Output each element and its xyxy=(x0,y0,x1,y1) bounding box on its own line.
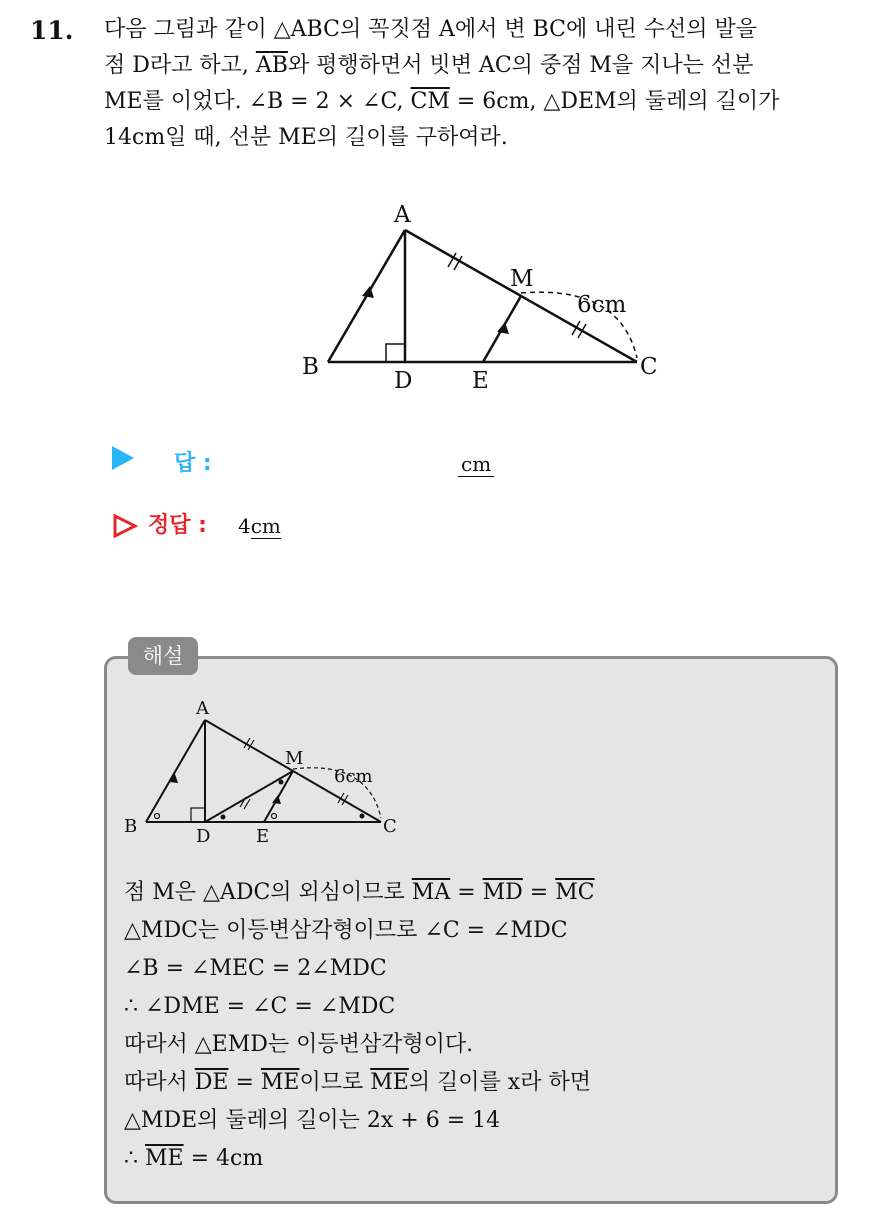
correct-value xyxy=(238,514,281,538)
tick-md xyxy=(244,799,250,809)
text-segment: 이므로 xyxy=(299,1070,371,1095)
text-segment: ∠B = ∠MEC = 2∠MDC xyxy=(124,956,387,981)
answer-unit[interactable]: cm xyxy=(458,452,494,477)
vertex-a-label: A xyxy=(196,698,209,719)
angle-dot-m xyxy=(279,780,284,785)
solution-line-7 xyxy=(124,1102,595,1140)
segment-md xyxy=(205,771,293,822)
vertex-c-label: C xyxy=(640,354,658,380)
angle-mark-e xyxy=(272,814,277,819)
text-segment: ME를 이었다. ∠B = 2 × ∠C, xyxy=(104,89,411,114)
text-segment: △MDC는 이등변삼각형이므로 ∠C = ∠MDC xyxy=(124,918,568,943)
correct-answer-row xyxy=(112,508,572,544)
side-ab xyxy=(146,720,205,822)
text-segment: 점 M은 △ADC의 외심이므로 xyxy=(124,880,412,905)
solution-line-3 xyxy=(124,950,595,988)
question-number: 11. xyxy=(30,16,74,45)
vertex-b-label: B xyxy=(302,354,319,380)
text-segment: = 4cm xyxy=(183,1146,264,1171)
correct-number: 4 xyxy=(238,514,251,538)
point-e-label: E xyxy=(256,826,270,847)
solution-text xyxy=(124,874,595,1178)
angle-dot-d xyxy=(221,815,226,820)
text-segment: △MDE의 둘레의 길이는 2x + 6 = 14 xyxy=(124,1108,501,1133)
correct-label: 정답 : xyxy=(148,513,207,538)
question-line-1: 다음 그림과 같이 △ABC의 꼭짓점 A에서 변 BC에 내린 수선의 발을 xyxy=(104,17,757,42)
vertex-a-label: A xyxy=(394,202,411,228)
vertex-c-label: C xyxy=(383,816,397,837)
answer-label: 답 : xyxy=(174,451,212,476)
question-line-2 xyxy=(104,48,864,84)
question-line-4: 14cm일 때, 선분 ME의 길이를 구하여라. xyxy=(104,125,508,150)
text-segment: = xyxy=(450,880,483,905)
point-d-label: D xyxy=(394,368,413,394)
length-label: 6cm xyxy=(334,766,373,787)
segment-me: $\overline{ME}$ xyxy=(145,1146,184,1171)
solution-line-2 xyxy=(124,912,595,950)
question-line-3 xyxy=(104,84,864,120)
text-segment: = xyxy=(522,880,556,905)
right-angle-mark xyxy=(191,808,205,822)
point-d-label: D xyxy=(196,826,211,847)
segment-me: $\overline{ME}$ xyxy=(370,1070,409,1095)
triangle-figure xyxy=(290,190,670,400)
parallel-arrow-me xyxy=(497,322,509,334)
play-triangle-icon xyxy=(112,446,134,470)
angle-dot-c xyxy=(360,814,365,819)
text-segment: 와 평행하면서 빗변 AC의 중점 M을 지나는 선분 xyxy=(287,53,754,78)
segment-cm: $\overline{CM}$ xyxy=(410,89,450,114)
question-text xyxy=(104,12,864,156)
length-label: 6cm xyxy=(577,292,627,318)
segment-ab: $\overline{AB}$ xyxy=(255,53,288,78)
text-segment: 따라서 xyxy=(124,1070,195,1095)
correct-unit: cm xyxy=(250,514,281,538)
text-segment: 따라서 △EMD는 이등변삼각형이다. xyxy=(124,1032,474,1057)
right-angle-mark xyxy=(386,344,405,362)
point-m-label: M xyxy=(510,266,534,292)
solution-figure xyxy=(118,692,398,852)
solution-line-4 xyxy=(124,988,595,1026)
outline-triangle-icon xyxy=(112,513,138,539)
solution-tab: 해설 xyxy=(128,637,198,675)
point-m-label: M xyxy=(285,748,304,769)
segment-ma: $\overline{MA}$ xyxy=(411,880,451,905)
solution-line-8 xyxy=(124,1140,595,1178)
text-segment: ∴ xyxy=(124,1146,145,1171)
text-segment: 의 길이를 x라 하면 xyxy=(408,1070,591,1095)
solution-line-5 xyxy=(124,1026,595,1064)
solution-line-1 xyxy=(124,874,595,912)
angle-mark-b xyxy=(155,814,160,819)
segment-me: $\overline{ME}$ xyxy=(260,1070,300,1095)
text-segment: = xyxy=(228,1070,261,1095)
vertex-b-label: B xyxy=(124,816,138,837)
segment-de: $\overline{DE}$ xyxy=(194,1070,229,1095)
text-segment: 점 D라고 하고, xyxy=(104,53,256,78)
segment-mc: $\overline{MC}$ xyxy=(555,880,595,905)
solution-line-6 xyxy=(124,1064,595,1102)
text-segment: = 6cm, △DEM의 둘레의 길이가 xyxy=(449,89,780,114)
text-segment: ∴ ∠DME = ∠C = ∠MDC xyxy=(124,994,396,1019)
answer-row xyxy=(112,446,572,482)
segment-md: $\overline{MD}$ xyxy=(482,880,523,905)
point-e-label: E xyxy=(472,368,489,394)
